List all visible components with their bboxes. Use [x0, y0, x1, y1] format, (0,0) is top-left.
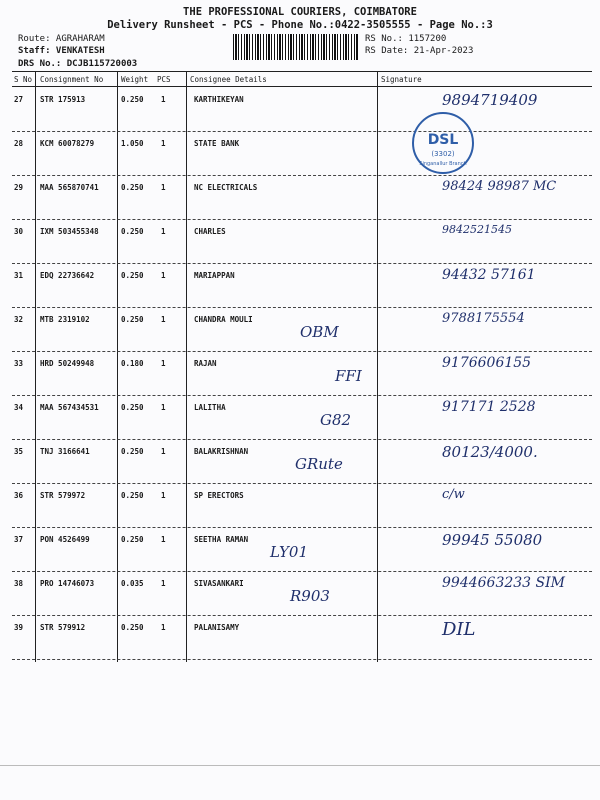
consignee-name: KARTHIKEYAN: [194, 95, 244, 104]
table-row: [12, 219, 592, 264]
table-row: [12, 439, 592, 484]
serial-number: 29: [14, 183, 24, 192]
company-title: THE PROFESSIONAL COURIERS, COIMBATORE: [183, 6, 417, 18]
serial-number: 30: [14, 227, 24, 236]
handwritten-signature: 9788175554: [442, 311, 525, 326]
weight-value: 0.250: [121, 271, 144, 280]
table-row: [12, 131, 592, 176]
pcs-count: 1: [161, 315, 166, 324]
handwritten-note: R903: [290, 587, 330, 605]
consignment-number: PON 4526499: [40, 535, 90, 544]
pcs-count: 1: [161, 623, 166, 632]
rs-date: RS Date: 21-Apr-2023: [365, 46, 474, 56]
drs-number: DRS No.: DCJB115720003: [18, 59, 138, 69]
consignment-number: PRO 14746073: [40, 579, 95, 588]
weight-value: 0.250: [121, 315, 144, 324]
handwritten-signature: 9842521545: [442, 223, 512, 236]
weight-value: 0.250: [121, 95, 144, 104]
barcode: [233, 34, 358, 60]
column-header-signature: Signature: [381, 75, 422, 84]
consignment-number: EDQ 22736642: [40, 271, 95, 280]
stamp-logo: DSL: [427, 132, 459, 148]
handwritten-note: FFI: [335, 367, 362, 385]
pcs-count: 1: [161, 227, 166, 236]
handwritten-signature: 9944663233 SIM: [442, 575, 565, 591]
handwritten-note: OBM: [300, 323, 339, 341]
handwritten-note: GRute: [295, 455, 343, 473]
handwritten-signature: 9176606155: [442, 355, 532, 371]
serial-number: 38: [14, 579, 24, 588]
consignment-number: IXM 503455348: [40, 227, 99, 236]
column-header-weight: Weight: [121, 75, 149, 84]
handwritten-note: LY01: [270, 543, 308, 561]
pcs-count: 1: [161, 139, 166, 148]
weight-value: 1.050: [121, 139, 144, 148]
pcs-count: 1: [161, 535, 166, 544]
column-header-consignment: Consignment No: [40, 75, 104, 84]
table-row: [12, 571, 592, 616]
consignee-name: PALANISAMY: [194, 623, 240, 632]
staff-label: Staff: VENKATESH: [18, 46, 105, 56]
table-row: [12, 87, 592, 132]
pcs-count: 1: [161, 491, 166, 500]
serial-number: 34: [14, 403, 24, 412]
handwritten-signature: 9894719409: [442, 91, 538, 109]
handwritten-note: G82: [320, 411, 352, 429]
weight-value: 0.250: [121, 227, 144, 236]
consignment-number: MAA 565870741: [40, 183, 99, 192]
weight-value: 0.250: [121, 403, 144, 412]
table-top-border: [12, 71, 592, 72]
serial-number: 37: [14, 535, 24, 544]
rs-number: RS No.: 1157200: [365, 34, 447, 44]
table-row: [12, 351, 592, 396]
consignment-number: HRD 50249948: [40, 359, 95, 368]
pcs-count: 1: [161, 403, 166, 412]
weight-value: 0.250: [121, 535, 144, 544]
pcs-count: 1: [161, 359, 166, 368]
table-row: [12, 307, 592, 352]
weight-value: 0.250: [121, 491, 144, 500]
consignment-number: MTB 2319102: [40, 315, 90, 324]
table-row: [12, 483, 592, 528]
table-row: [12, 615, 592, 660]
column-header-pcs: PCS: [157, 75, 171, 84]
handwritten-signature: 99945 55080: [442, 531, 543, 549]
consignment-number: TNJ 3166641: [40, 447, 90, 456]
pcs-count: 1: [161, 95, 166, 104]
serial-number: 28: [14, 139, 24, 148]
consignee-name: CHARLES: [194, 227, 226, 236]
weight-value: 0.250: [121, 623, 144, 632]
consignment-number: STR 579972: [40, 491, 86, 500]
branch-stamp: [412, 112, 474, 174]
handwritten-signature: DIL: [442, 619, 476, 640]
handwritten-signature: 80123/4000.: [442, 443, 538, 461]
serial-number: 39: [14, 623, 24, 632]
consignee-name: RAJAN: [194, 359, 217, 368]
consignment-number: MAA 567434531: [40, 403, 99, 412]
consignee-name: BALAKRISHNAN: [194, 447, 249, 456]
consignee-name: MARIAPPAN: [194, 271, 235, 280]
stamp-branch: Singanallur Branch: [419, 161, 467, 167]
pcs-count: 1: [161, 271, 166, 280]
consignee-name: SEETHA RAMAN: [194, 535, 249, 544]
weight-value: 0.250: [121, 447, 144, 456]
serial-number: 36: [14, 491, 24, 500]
pcs-count: 1: [161, 579, 166, 588]
consignment-number: STR 175913: [40, 95, 86, 104]
weight-value: 0.250: [121, 183, 144, 192]
serial-number: 27: [14, 95, 24, 104]
consignment-number: KCM 60078279: [40, 139, 95, 148]
consignee-name: LALITHA: [194, 403, 226, 412]
stamp-code: (3302): [431, 150, 455, 158]
page-bottom-line: [0, 765, 600, 766]
table-row: [12, 263, 592, 308]
weight-value: 0.180: [121, 359, 144, 368]
serial-number: 33: [14, 359, 24, 368]
weight-value: 0.035: [121, 579, 144, 588]
consignee-name: NC ELECTRICALS: [194, 183, 258, 192]
table-row: [12, 395, 592, 440]
table-row: [12, 527, 592, 572]
pcs-count: 1: [161, 183, 166, 192]
consignee-name: CHANDRA MOULI: [194, 315, 253, 324]
handwritten-signature: 917171 2528: [442, 399, 536, 415]
pcs-count: 1: [161, 447, 166, 456]
table-row: [12, 175, 592, 220]
consignee-name: SP ERECTORS: [194, 491, 244, 500]
runsheet-subtitle: Delivery Runsheet - PCS - Phone No.:0422-3505555 - Page No.:3: [107, 19, 493, 31]
column-header-sno: S No: [14, 75, 33, 84]
serial-number: 32: [14, 315, 24, 324]
route-label: Route: AGRAHARAM: [18, 34, 105, 44]
handwritten-signature: 98424 98987 MC: [442, 179, 557, 194]
handwritten-signature: c/w: [442, 487, 465, 502]
serial-number: 31: [14, 271, 24, 280]
handwritten-signature: 94432 57161: [442, 267, 536, 283]
consignee-name: STATE BANK: [194, 139, 240, 148]
serial-number: 35: [14, 447, 24, 456]
column-header-consignee: Consignee Details: [190, 75, 267, 84]
consignee-name: SIVASANKARI: [194, 579, 244, 588]
consignment-number: STR 579912: [40, 623, 86, 632]
